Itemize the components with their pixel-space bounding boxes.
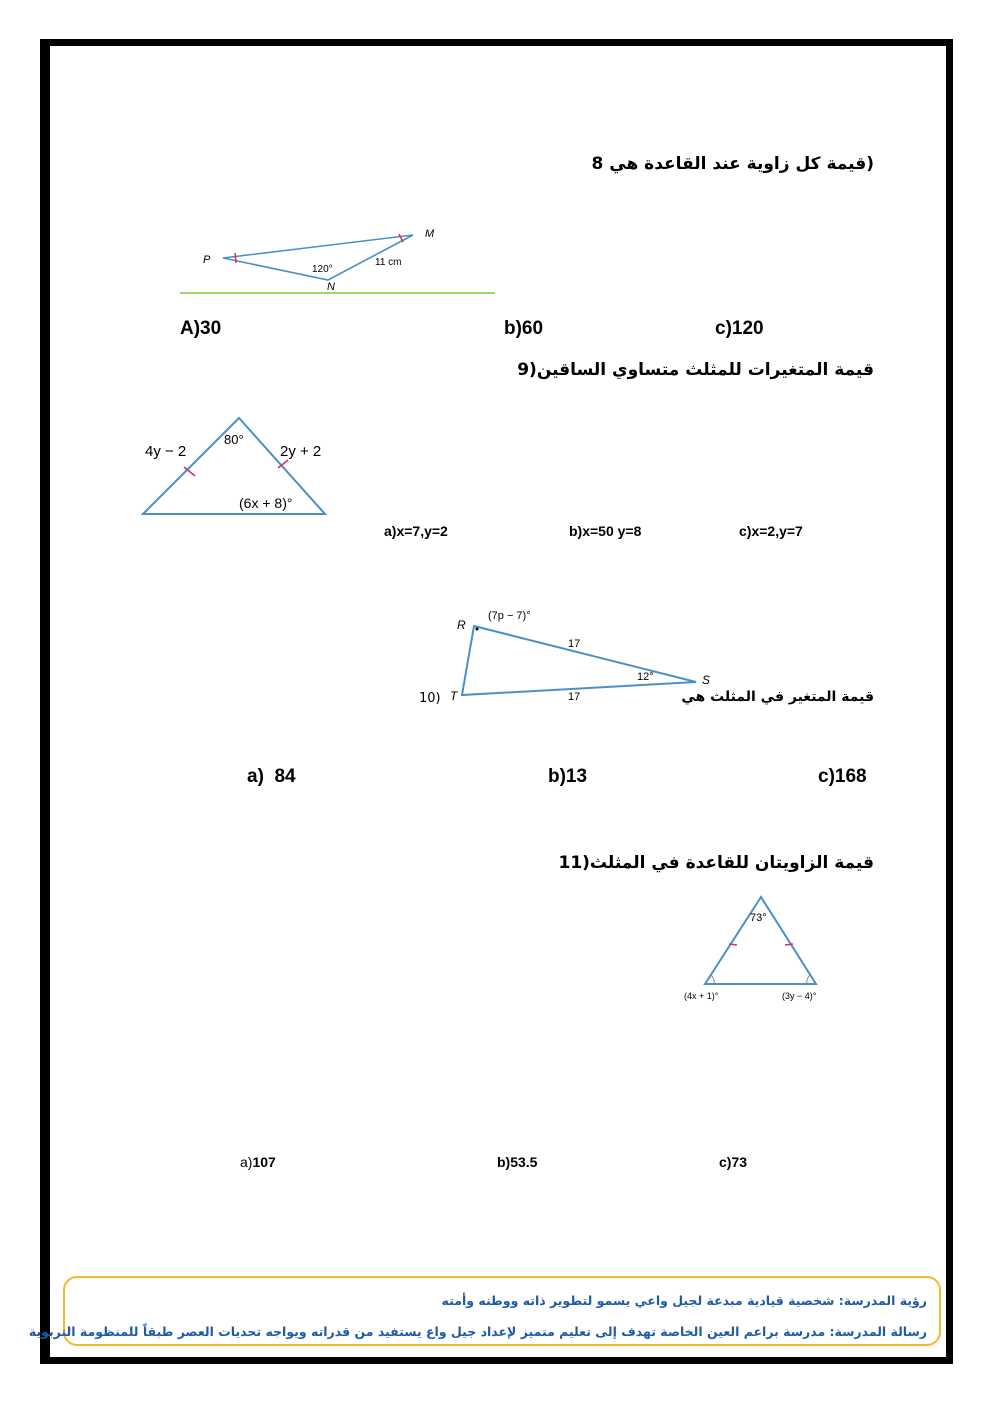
top-angle-label: 80° [224, 432, 244, 447]
q10-option-b[interactable]: b)13 [548, 766, 588, 787]
q10-text: قيمة المتغير في المثلث هي [681, 689, 874, 705]
angle-s-label: 12° [637, 671, 654, 683]
q11-option-a-prefix: a) [240, 1154, 253, 1170]
label-s: S [702, 673, 711, 687]
label-n: N [327, 281, 335, 293]
left-side-label: 4y − 2 [145, 443, 187, 460]
top-angle-label: 73° [750, 912, 767, 924]
q8-triangle-figure [175, 220, 505, 300]
tick-mark [785, 944, 793, 945]
q10-option-a[interactable]: a) 84 [247, 766, 296, 787]
school-mission: رسالة المدرسة: مدرسة براعم العين الخاصة تهدف إلى تعليم متميز لإعداد جيل واع يستفيد من قدراته ويواجه تحديات العصر طبقاً للمنظومة التربوية [28, 1324, 927, 1339]
side-mn-label: 11 cm [375, 257, 402, 268]
q10-number: 10) [419, 691, 441, 706]
angle-dot [476, 628, 479, 631]
angle-n-label: 120° [312, 264, 333, 275]
q8-option-a[interactable]: A)30 [180, 318, 222, 339]
side-rs-label: 17 [568, 638, 581, 650]
tick-mark [235, 253, 236, 263]
base-angle-label: (6x + 8)° [239, 495, 293, 511]
side-ts-label: 17 [568, 691, 581, 703]
q8-option-b[interactable]: b)60 [504, 318, 544, 339]
tick-mark [729, 944, 737, 945]
q9-text: قيمة المتغيرات للمثلث متساوي الساقين(9 [517, 360, 874, 380]
isosceles-triangle [705, 897, 816, 984]
q11-option-a-value: 107 [252, 1154, 276, 1170]
label-m: M [425, 228, 435, 240]
label-t: T [450, 689, 458, 703]
angle-r-label: (7p − 7)° [488, 610, 531, 622]
q10-option-c[interactable]: c)168 [818, 766, 867, 787]
right-side-label: 2y + 2 [280, 443, 322, 460]
school-footer [28, 1276, 941, 1346]
q9-option-c[interactable]: c)x=2,y=7 [739, 523, 803, 539]
label-p: P [203, 254, 211, 266]
label-r: R [457, 618, 466, 632]
triangle-rst [462, 626, 696, 695]
angle-arc [807, 975, 810, 984]
right-angle-label: (3y − 4)° [782, 991, 817, 1001]
q9-option-a[interactable]: a)x=7,y=2 [384, 523, 448, 539]
q9-triangle-figure [135, 408, 345, 523]
q11-option-b[interactable]: b)53.5 [497, 1154, 538, 1170]
q9-option-b[interactable]: b)x=50 y=8 [569, 523, 642, 539]
school-vision: رؤية المدرسة: شخصية قيادية مبدعة لجيل واعي يسمو لتطوير ذاته ووطنه وأمته [441, 1293, 927, 1308]
q11-option-c[interactable]: c)73 [719, 1154, 748, 1170]
q11-option-a[interactable] [240, 1154, 276, 1170]
q11-text: قيمة الزاويتان للقاعدة في المثلث(11 [558, 853, 874, 873]
angle-arc [711, 975, 714, 984]
q10-triangle-figure [440, 602, 720, 707]
q11-triangle-figure [678, 892, 843, 1007]
q8-option-c[interactable]: c)120 [715, 318, 764, 339]
q8-text: (قيمة كل زاوية عند القاعدة هي 8 [591, 154, 874, 174]
left-angle-label: (4x + 1)° [684, 991, 719, 1001]
